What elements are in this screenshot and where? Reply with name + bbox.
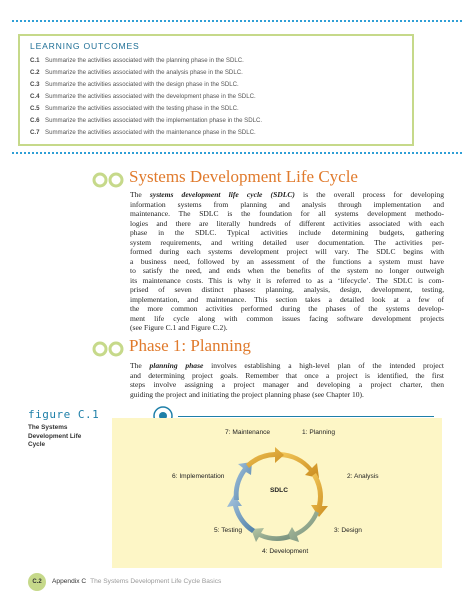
sdlc-center-label: SDLC (270, 487, 288, 494)
paragraph-line: formed during each systems development project will vary. The SDLC begins with (130, 247, 444, 256)
paragraph-line: steps involve assigning a project manager and developing a project charter, then (130, 380, 444, 389)
outcome-text: Summarize the activities associated with the testing phase in the SDLC. (45, 105, 239, 112)
paragraph-line: its maintenance costs. This is why it is referred to as a ‘lifecycle’. The SDLC is com- (130, 275, 444, 285)
outcome-text: Summarize the activities associated with the maintenance phase in the SDLC. (45, 129, 256, 136)
outcome-text: Summarize the activities associated with the implementation phase in the SDLC. (45, 117, 263, 124)
paragraph-line: information systems from planning and analysis through implementation and (130, 199, 444, 209)
paragraph-line: and determining project goals. Remember that once a project is identified, the first (130, 370, 444, 380)
outcome-code: C.3 (30, 81, 40, 88)
outcome-item (30, 81, 239, 88)
figure-caption: The Systems Development Life Cycle (28, 424, 82, 449)
outcome-code: C.2 (30, 69, 40, 76)
paragraph-line: a business need, followed by an assessment of the functions a system must have (130, 256, 444, 266)
figure-label: figure C.1 (28, 408, 100, 421)
phase-label-implementation: 6: Implementation (172, 473, 225, 480)
phase-label-development: 4: Development (262, 548, 309, 555)
footer-chapter: Appendix C (52, 578, 87, 585)
footer-text (52, 578, 221, 585)
footer-title: The Systems Development Life Cycle Basics (90, 578, 222, 585)
phase-label-analysis: 2: Analysis (347, 473, 379, 480)
paragraph-line: the more common activities performed during the phases of the systems develop- (130, 304, 444, 313)
outcome-code: C.5 (30, 105, 40, 112)
paragraph-line: (see Figure C.1 and Figure C.2). (130, 323, 228, 332)
heading-circles-icon (92, 341, 126, 357)
paragraph-line: to satisfy the need, and ends when the benefits of the system no longer outweigh (130, 266, 444, 275)
outcome-item (30, 93, 256, 100)
learning-outcomes-box (18, 34, 414, 146)
heading-circles-icon (92, 172, 126, 188)
outcome-item (30, 69, 243, 76)
lo-dotted-rule (12, 152, 462, 154)
outcome-item (30, 129, 256, 136)
sdlc-paragraph (130, 190, 444, 333)
paragraph-line: maintenance. The SDLC is the foundation for all systems development methodo- (130, 209, 444, 218)
learning-outcomes-title: LEARNING OUTCOMES (30, 41, 140, 51)
figure-rule (178, 416, 434, 417)
outcome-code: C.6 (30, 117, 40, 124)
outcome-code: C.7 (30, 129, 40, 136)
paragraph-line: ment life cycle along with common issues facing software development projects (130, 313, 444, 323)
paragraph-line: logies and there are literally hundreds of different activities associated with each (130, 218, 444, 228)
outcome-text: Summarize the activities associated with the design phase in the SDLC. (45, 81, 239, 88)
paragraph-line: The planning phase involves establishing a high-level plan of the intended project (130, 361, 444, 370)
paragraph-line: implementation, and maintenance. This section takes a detailed look at a few of (130, 294, 444, 304)
phase-label-maintenance: 7: Maintenance (225, 429, 271, 436)
phase-label-design: 3: Design (334, 527, 362, 534)
planning-paragraph (130, 361, 444, 399)
page-number-badge: C.2 (28, 573, 46, 591)
paragraph-line: system requirements, and writing detailed user documentation. The activities per- (130, 237, 444, 247)
phase-label-testing: 5: Testing (214, 527, 243, 534)
phase-label-planning: 1: Planning (302, 429, 335, 436)
outcome-code: C.1 (30, 57, 40, 64)
outcome-item (30, 117, 262, 124)
outcome-item (30, 57, 244, 64)
sdlc-diagram (112, 418, 442, 568)
outcome-item (30, 105, 239, 112)
paragraph-line: phase in the SDLC. Typical activities include determining budgets, gathering (130, 228, 444, 237)
outcome-text: Summarize the activities associated with the analysis phase in the SDLC. (45, 69, 243, 76)
outcome-text: Summarize the activities associated with the planning phase in the SDLC. (45, 57, 244, 64)
top-dotted-rule (12, 20, 462, 22)
outcome-text: Summarize the activities associated with the development phase in the SDLC. (45, 93, 256, 100)
paragraph-line: prised of seven distinct phases: planning, analysis, design, development, testing, (130, 285, 444, 294)
paragraph-line: The systems development life cycle (SDLC) is the overall process for developing (130, 190, 445, 199)
paragraph-line: guiding the project and initiating the project planning phase (see Chapter 10). (130, 389, 364, 399)
section-heading-planning: Phase 1: Planning (129, 336, 251, 355)
outcome-code: C.4 (30, 93, 40, 100)
section-heading-sdlc: Systems Development Life Cycle (129, 167, 358, 186)
